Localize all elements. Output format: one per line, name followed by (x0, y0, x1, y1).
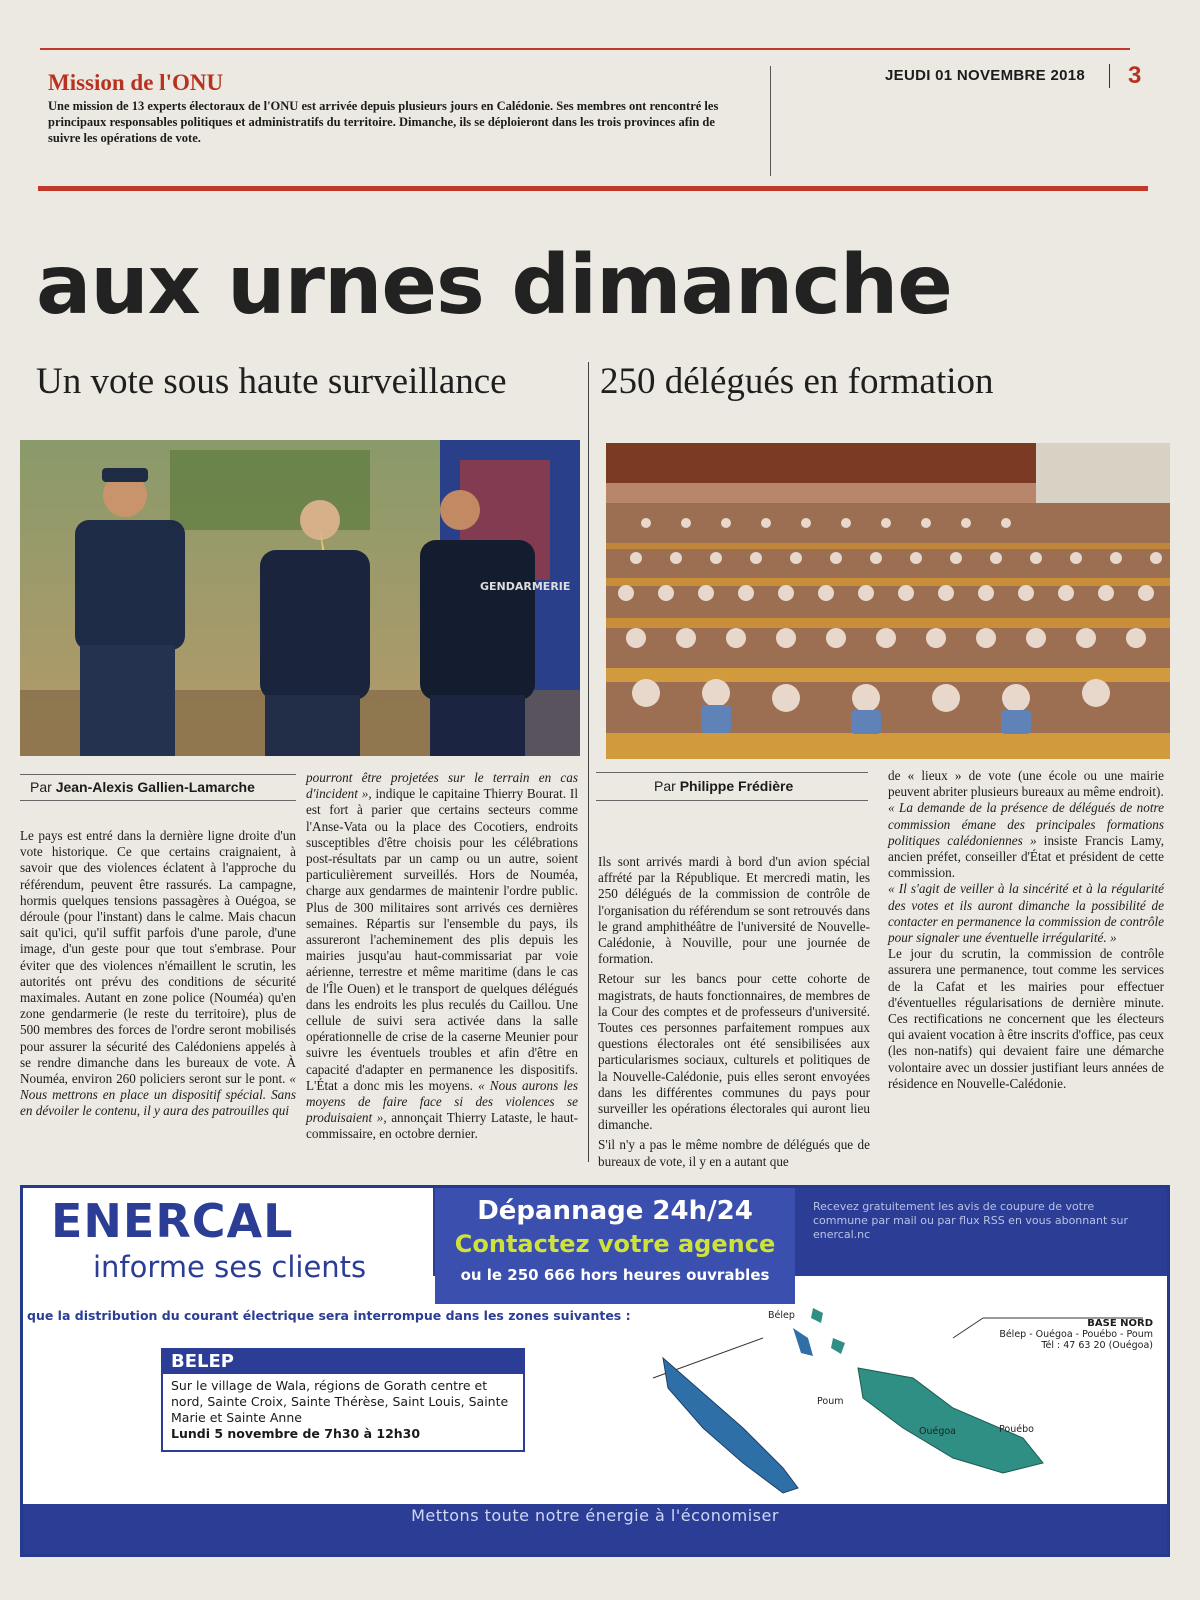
section-title: Mission de l'ONU (48, 70, 224, 95)
right-article-title: 250 délégués en formation (600, 361, 994, 402)
map-label-belep: Bélep (768, 1310, 795, 1321)
right-col2-para1: de « lieux » de vote (une école ou une mairie peuvent abriter plusieurs bureaux au même endroit). (888, 768, 1164, 800)
page-number: 3 (1128, 62, 1142, 89)
left-byline (30, 779, 255, 795)
left-col1-text: Le pays est entré dans la dernière ligne droite d'un vote historique. Ce que certains craignaient, à savoir que des violences éclatent à l'approche du référendum, peuvent être rassurés. La campagne, hormis quelques tensions passagères à Ouégoa, se déroule (pour l'instant) dans le calme. Mais chacun sait qu'ici, qu'il suffit parfois d'une parole, d'une image, d'un geste pour que tout s'embrase. Pour éviter que des violences n'émaillent le scrutin, les autorités ont prévu des conditions de sécurité maximales. Autant en zone police (Nouméa) qu'en zone gendarmerie (le reste du territoire), plus de 500 membres des forces de l'ordre seront mobilisés pour assurer la sécurité des Calédoniens appelés à se rendre dimanche dans les bureaux de vote. À Nouméa, environ 260 policiers seront sur le pont. (20, 828, 296, 1087)
headline: aux urnes dimanche (36, 238, 952, 333)
right-byline-rule-bottom (596, 800, 868, 801)
right-byline-name: Philippe Frédière (679, 778, 794, 794)
right-col2-quote2: « Il s'agit de veiller à la sincérité et à la régularité des votes et ils auront dimanche la possibilité de contacter en permanence la commission de contrôle pour signaler une éventuelle irrégularité. » (888, 881, 1164, 946)
left-article-title: Un vote sous haute surveillance (36, 361, 507, 402)
left-article-col2 (306, 770, 578, 1143)
gendarmes-photo (20, 440, 580, 756)
right-col1-para3: S'il n'y a pas le même nombre de délégués que de bureaux de vote, il y en a autant que (598, 1137, 870, 1169)
ad-depannage: Dépannage 24h/24 (477, 1196, 753, 1226)
ad-rss-text: Recevez gratuitement les avis de coupure de votre commune par mail ou par flux RSS en vous abonnant sur enercal.nc (813, 1200, 1128, 1241)
left-byline-prefix: Par (30, 779, 52, 795)
page-number-divider (1109, 64, 1110, 88)
ad-logo-box (23, 1188, 433, 1304)
ad-contact: Contactez votre agence (454, 1230, 776, 1258)
base-nord-title: BASE NORD (1087, 1318, 1153, 1329)
map-label-ouegoa: Ouégoa (919, 1426, 957, 1437)
belep-zone-body (171, 1378, 516, 1442)
base-nord-communes: Bélep - Ouégoa - Pouébo - Poum (999, 1329, 1153, 1340)
enercal-logo-sub: informe ses clients (93, 1250, 367, 1284)
article-divider (588, 362, 589, 1162)
new-caledonia-map (623, 1298, 1143, 1508)
amphitheatre-photo (606, 443, 1170, 759)
enercal-ad (20, 1185, 1170, 1557)
right-byline-prefix: Par (654, 778, 676, 794)
right-col2-para2: insiste Francis Lamy, ancien préfet, conseiller d'État et président de cette commission. (888, 832, 1165, 881)
ad-phone: ou le 250 666 hors heures ouvrables (460, 1266, 770, 1284)
right-article-col1 (598, 854, 870, 1170)
right-byline-rule-top (596, 772, 868, 773)
belep-zone-title: BELEP (163, 1350, 523, 1374)
left-col2-end: annonçait Thierry Lataste, le haut-commissaire, en octobre dernier. (306, 1110, 578, 1142)
right-article-col2 (888, 768, 1164, 1092)
left-byline-name: Jean-Alexis Gallien-Lamarche (55, 779, 255, 795)
belep-zone-date: Lundi 5 novembre de 7h30 à 12h30 (171, 1426, 421, 1441)
right-col2-quote1: « La demande de la présence de délégués de notre commission émane des principales formations politiques calédoniennes » (888, 800, 1164, 848)
ad-contact-box (435, 1188, 795, 1304)
belep-zone-text: Sur le village de Wala, régions de Gorath centre et nord, Sainte Croix, Sainte Thérèse, Saint Louis, Sainte Marie et Sainte Anne (171, 1378, 509, 1425)
svg-text:GENDARMERIE: GENDARMERIE (480, 580, 571, 593)
left-col2-quote2: « Nous aurons les moyens de faire face si des violences se produisaient », (306, 1077, 579, 1126)
left-col2-text: indique le capitaine Thierry Bourat. Il est fort à parier que certains secteurs comme l'Anse-Vata ou la place des Cocotiers, endroits susceptibles d'être choisis pour les célébrations post-résultats par un camp ou un autre, soient particulièrement surveillés. Hors de Nouméa, charge aux gendarmes de maintenir l'ordre public. Plus de 300 militaires sont arrivés ces dernières semaines. Répartis sur l'ensemble du pays, ils assureront l'acheminement des plis depuis les mairies jusqu'au haut-commissariat par voie aérienne, terrestre et même maritime (dans le cas de l'Île Ouen) et le transport de quelques délégués dans les endroits les plus reculés du Caillou. Une cellule de suivi sera activée dans la salle opérationnelle de crise de la caserne Meunier pour suivre les éventuels troubles et afin d'être en capacité d'adapter en permanence les dispositifs. L'État a donc mis les moyens. (306, 786, 578, 1093)
map-label-poum: Poum (817, 1396, 844, 1407)
right-col2-para3: Le jour du scrutin, la commission de contrôle assurera une permanence, tout comme les services de la Cafat et les mairies pour effectuer d'éventuelles régularisations de dernière minute. Ces rectifications ne concernent que les électeurs qui avaient vocation à être inscrits d'office, pas ceux (les non-natifs) qui devaient faire une démarche volontaire avec un dossier justifiant leurs années de résidence en Nouvelle-Calédonie. (888, 946, 1164, 1091)
top-rule (40, 48, 1130, 50)
section-text: Une mission de 13 experts électoraux de l'ONU est arrivée depuis plusieurs jours en Calédonie. Ses membres ont rencontré les principaux responsables politiques et administratifs du territoire. Dimanche, ils se déploieront dans les trois provinces afin de suivre les opérations de vote. (48, 99, 719, 145)
right-byline (654, 778, 793, 794)
date: JEUDI 01 NOVEMBRE 2018 (885, 67, 1086, 84)
left-col1-quote: « Nous mettrons en place un dispositif spécial. Sans en dévoiler le contenu, il y aura des patrouilles qui (20, 1071, 296, 1119)
section-rule (38, 186, 1148, 191)
right-col1-para2: Retour sur les bancs pour cette cohorte de magistrats, de hauts fonctionnaires, de membres de la Cour des comptes et de professeurs d'université. Toutes ces personnes parfaitement rompues aux questions électorales ont été sensibilisées aux particularismes sociaux, culturels et politiques de la Nouvelle-Calédonie, puis elles seront envoyées dans les différentes communes du pays pour surveiller les opérations électorales qui auront lieu dimanche. (598, 971, 870, 1133)
base-nord-phone: Tél : 47 63 20 (Ouégoa) (1041, 1340, 1153, 1351)
left-col2-quote: pourront être projetées sur le terrain en cas d'incident », (306, 770, 578, 802)
left-byline-rule-top (20, 774, 296, 775)
header-divider (770, 66, 771, 176)
left-article-col1 (20, 828, 296, 1120)
ad-intro: que la distribution du courant électrique sera interrompue dans les zones suivantes : (27, 1308, 631, 1323)
ad-slogan: Mettons toute notre énergie à l'économiser (411, 1506, 779, 1525)
left-byline-rule-bottom (20, 800, 296, 801)
enercal-logo: ENERCAL (51, 1194, 294, 1248)
map-label-pouebo: Pouébo (999, 1424, 1034, 1435)
right-col1-para1: Ils sont arrivés mardi à bord d'un avion spécial affrété par la République. Et mercredi matin, les 250 délégués de la commission de contrôle de l'organisation du référendum se sont retrouvés dans le grand amphithéâtre de l'université de Nouvelle-Calédonie, à Nouville, pour une journée de formation. (598, 854, 870, 967)
belep-zone-box (161, 1348, 525, 1452)
